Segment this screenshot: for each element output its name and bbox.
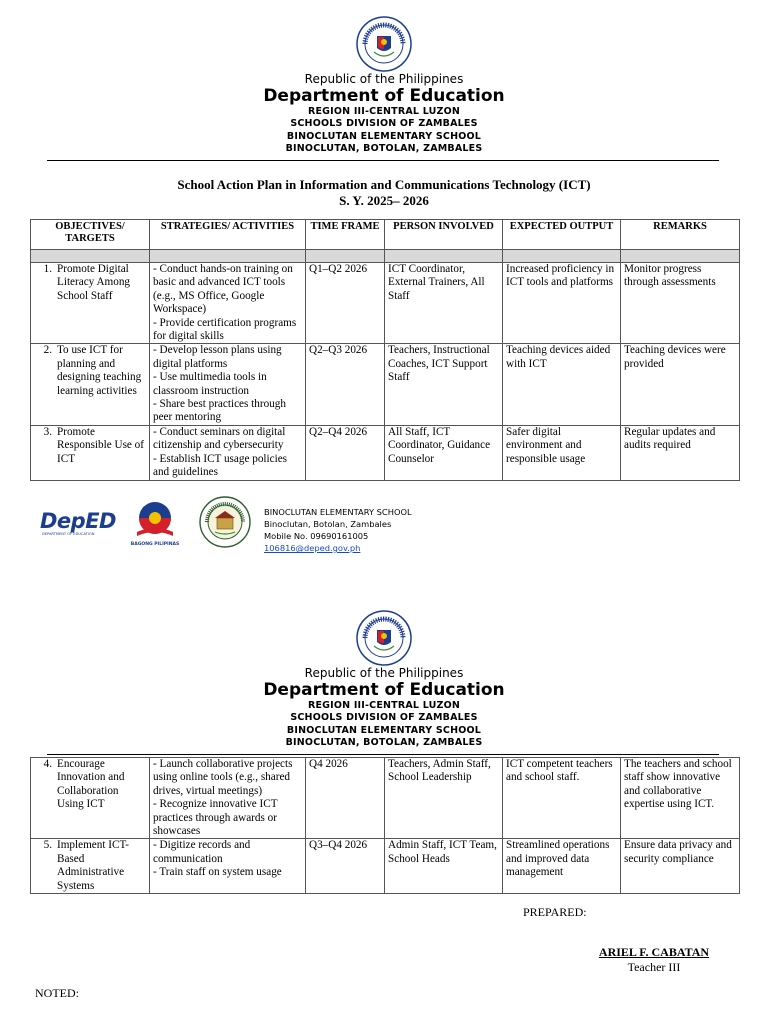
table-header-row: [31, 220, 740, 250]
title-line-2: S. Y. 2025– 2026: [339, 193, 429, 208]
table-row: [31, 758, 740, 839]
region-line: REGION III-CENTRAL LUZON: [307, 700, 461, 711]
time-frame-cell: Q2–Q4 2026: [306, 425, 385, 480]
deped-seal-icon: [356, 16, 412, 72]
action-plan-table-continued: [30, 757, 740, 894]
address-line: BINOCLUTAN, BOTOLAN, ZAMBALES: [285, 736, 483, 748]
shaded-spacer-row: [31, 250, 740, 263]
prepared-label: PREPARED:: [523, 905, 587, 919]
row-number: 4.: [43, 758, 52, 770]
department-name: Department of Education: [263, 680, 505, 700]
remarks-cell: Teaching devices were provided: [621, 344, 740, 425]
region-line: REGION III-CENTRAL LUZON: [307, 106, 461, 117]
objective-text: Encourage Innovation and Collaboration Using ICT: [57, 758, 125, 811]
page1-letterhead: [0, 72, 768, 155]
time-frame-cell: Q2–Q3 2026: [306, 344, 385, 425]
strategies-cell: - Develop lesson plans using digital platforms - Use multimedia tools in classroom instruction - Share best practices through peer mentoring: [150, 344, 306, 425]
row-number: 2.: [43, 344, 52, 357]
signatory-name: ARIEL F. CABATAN: [598, 945, 710, 959]
table-row: [31, 344, 740, 425]
header-divider: [47, 160, 719, 161]
bagong-pilipinas-label: BAGONG PILIPINAS: [130, 542, 180, 547]
persons-cell: All Staff, ICT Coordinator, Guidance Counselor: [385, 425, 503, 480]
strategies-cell: - Digitize records and communication - Train staff on system usage: [150, 839, 306, 894]
objective-text: Promote Digital Literacy Among School Staff: [57, 263, 131, 302]
remarks-cell: The teachers and school staff show innovative and collaborative expertise using ICT.: [621, 758, 740, 839]
signature-block: [568, 945, 740, 975]
footer-mobile: Mobile No. 09690161005: [264, 531, 369, 541]
bagong-pilipinas-icon: [127, 500, 183, 544]
row-number: 1.: [43, 263, 52, 275]
noted-label: NOTED:: [35, 986, 79, 1000]
objective-cell: [31, 263, 150, 344]
school-line: BINOCLUTAN ELEMENTARY SCHOOL: [286, 724, 482, 736]
republic-label: Republic of the Philippines: [304, 72, 464, 86]
deped-logo-text: DepED: [40, 509, 116, 533]
output-cell: Teaching devices aided with ICT: [503, 344, 621, 425]
row-number: 3.: [43, 425, 52, 438]
persons-cell: ICT Coordinator, External Trainers, All Staff: [385, 263, 503, 344]
school-line: BINOCLUTAN ELEMENTARY SCHOOL: [286, 130, 482, 142]
division-line: SCHOOLS DIVISION OF ZAMBALES: [290, 712, 478, 724]
deped-logo: [40, 509, 116, 542]
output-cell: Safer digital environment and responsible usage: [503, 425, 621, 480]
objective-cell: [31, 839, 150, 894]
deped-logo-subtext: DEPARTMENT OF EDUCATION: [42, 532, 95, 536]
time-frame-cell: Q3–Q4 2026: [306, 839, 385, 894]
col-header-person-involved: PERSON INVOLVED: [385, 220, 503, 250]
signatory-position: Teacher III: [627, 960, 681, 974]
persons-cell: Admin Staff, ICT Team, School Heads: [385, 839, 503, 894]
col-header-expected-output: EXPECTED OUTPUT: [503, 220, 621, 250]
col-header-time-frame: TIME FRAME: [306, 220, 385, 250]
address-line: BINOCLUTAN, BOTOLAN, ZAMBALES: [285, 142, 483, 154]
table-row: [31, 263, 740, 344]
republic-label: Republic of the Philippines: [304, 666, 464, 680]
table-row: [31, 839, 740, 894]
strategies-cell: - Launch collaborative projects using online tools (e.g., shared drives, virtual meetings) - Recognize innovative ICT practices through awards or showcases: [150, 758, 306, 839]
department-name: Department of Education: [263, 86, 505, 106]
objective-text: Promote Responsible Use of ICT: [57, 425, 145, 465]
col-header-strategies: STRATEGIES/ ACTIVITIES: [150, 220, 306, 250]
school-contact-block: [264, 506, 412, 554]
footer-school-name: BINOCLUTAN ELEMENTARY SCHOOL: [264, 507, 412, 517]
title-line-1: School Action Plan in Information and Communications Technology (ICT): [177, 177, 591, 192]
col-header-objectives: OBJECTIVES/ TARGETS: [31, 220, 150, 250]
page2-letterhead: [0, 666, 768, 749]
persons-cell: Teachers, Admin Staff, School Leadership: [385, 758, 503, 839]
footer-email-link[interactable]: 106816@deped.gov.ph: [264, 543, 361, 553]
header-divider: [47, 754, 719, 755]
document-title: [0, 177, 768, 209]
strategies-cell: - Conduct hands-on training on basic and advanced ICT tools (e.g., MS Office, Google Workspace) - Provide certification programs for digital skills: [150, 263, 306, 344]
deped-seal-icon: [356, 610, 412, 666]
school-seal-icon: [199, 496, 251, 548]
output-cell: Streamlined operations and improved data management: [503, 839, 621, 894]
objective-text: Implement ICT-Based Administrative Systems: [57, 839, 129, 892]
table-row: [31, 425, 740, 480]
objective-text: To use ICT for planning and designing teaching learning activities: [57, 344, 142, 397]
footer-address: Binoclutan, Botolan, Zambales: [264, 519, 392, 529]
output-cell: Increased proficiency in ICT tools and platforms: [503, 263, 621, 344]
objective-cell: [31, 758, 150, 839]
remarks-cell: Monitor progress through assessments: [621, 263, 740, 344]
time-frame-cell: Q4 2026: [306, 758, 385, 839]
row-number: 5.: [43, 839, 52, 852]
objective-cell: [31, 344, 150, 425]
time-frame-cell: Q1–Q2 2026: [306, 263, 385, 344]
output-cell: ICT competent teachers and school staff.: [503, 758, 621, 839]
objective-cell: [31, 425, 150, 480]
action-plan-table: [30, 219, 740, 481]
strategies-cell: - Conduct seminars on digital citizenship and cybersecurity - Establish ICT usage policies and guidelines: [150, 425, 306, 480]
remarks-cell: Regular updates and audits required: [621, 425, 740, 480]
remarks-cell: Ensure data privacy and security compliance: [621, 839, 740, 894]
persons-cell: Teachers, Instructional Coaches, ICT Support Staff: [385, 344, 503, 425]
col-header-remarks: REMARKS: [621, 220, 740, 250]
division-line: SCHOOLS DIVISION OF ZAMBALES: [290, 118, 478, 130]
